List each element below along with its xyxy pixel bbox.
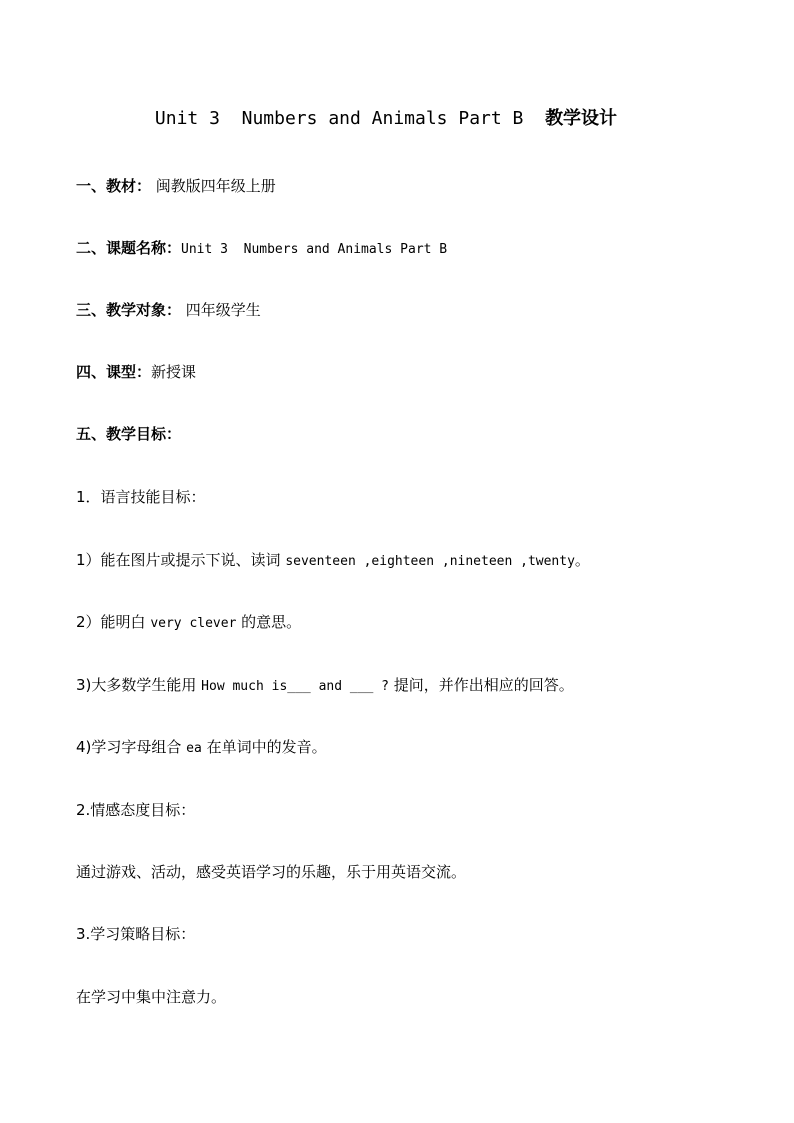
section-audience-label: 三、教学对象： [76, 301, 182, 319]
section-objectives-label: 五、教学目标： [76, 425, 182, 443]
section-material [76, 175, 756, 197]
section-lesson-type-label: 四、课型： [76, 363, 152, 381]
objective-item-3: 3)大多数学生能用 How much is___ and ___ ? 提问，并作出相应的回答。 [76, 676, 574, 694]
section-audience [76, 299, 756, 321]
section-audience-value: 四年级学生 [181, 301, 261, 319]
objective-language-skill-heading: 1．语言技能目标： [76, 488, 206, 506]
document-title [0, 106, 772, 132]
objective-emotion-text: 通过游戏、活动，感受英语学习的乐趣，乐于用英语交流。 [76, 863, 467, 881]
section-material-label: 一、教材： [76, 177, 152, 195]
section-topic-label: 二、课题名称： [76, 239, 182, 257]
title-english: Unit 3 Numbers and Animals Part B [154, 108, 546, 129]
section-topic-value: Unit 3 Numbers and Animals Part B [181, 242, 448, 257]
objective-item-4: 4)学习字母组合 ea 在单词中的发音。 [76, 738, 327, 756]
objective-strategy-heading: 3.学习策略目标： [76, 925, 196, 943]
objective-item-1: 1）能在图片或提示下说、读词 seventeen ,eighteen ,nineteen ,twenty。 [76, 551, 590, 569]
objective-strategy-text: 在学习中集中注意力。 [76, 988, 227, 1006]
section-lesson-type [76, 361, 756, 383]
section-objectives [76, 423, 756, 445]
objective-item-2: 2）能明白 very clever 的意思。 [76, 613, 302, 631]
section-topic [76, 237, 756, 261]
section-lesson-type-value: 新授课 [151, 363, 197, 381]
objective-emotion-heading: 2.情感态度目标： [76, 801, 196, 819]
title-chinese: 教学设计 [545, 108, 618, 129]
section-material-value: 闽教版四年级上册 [151, 177, 276, 195]
